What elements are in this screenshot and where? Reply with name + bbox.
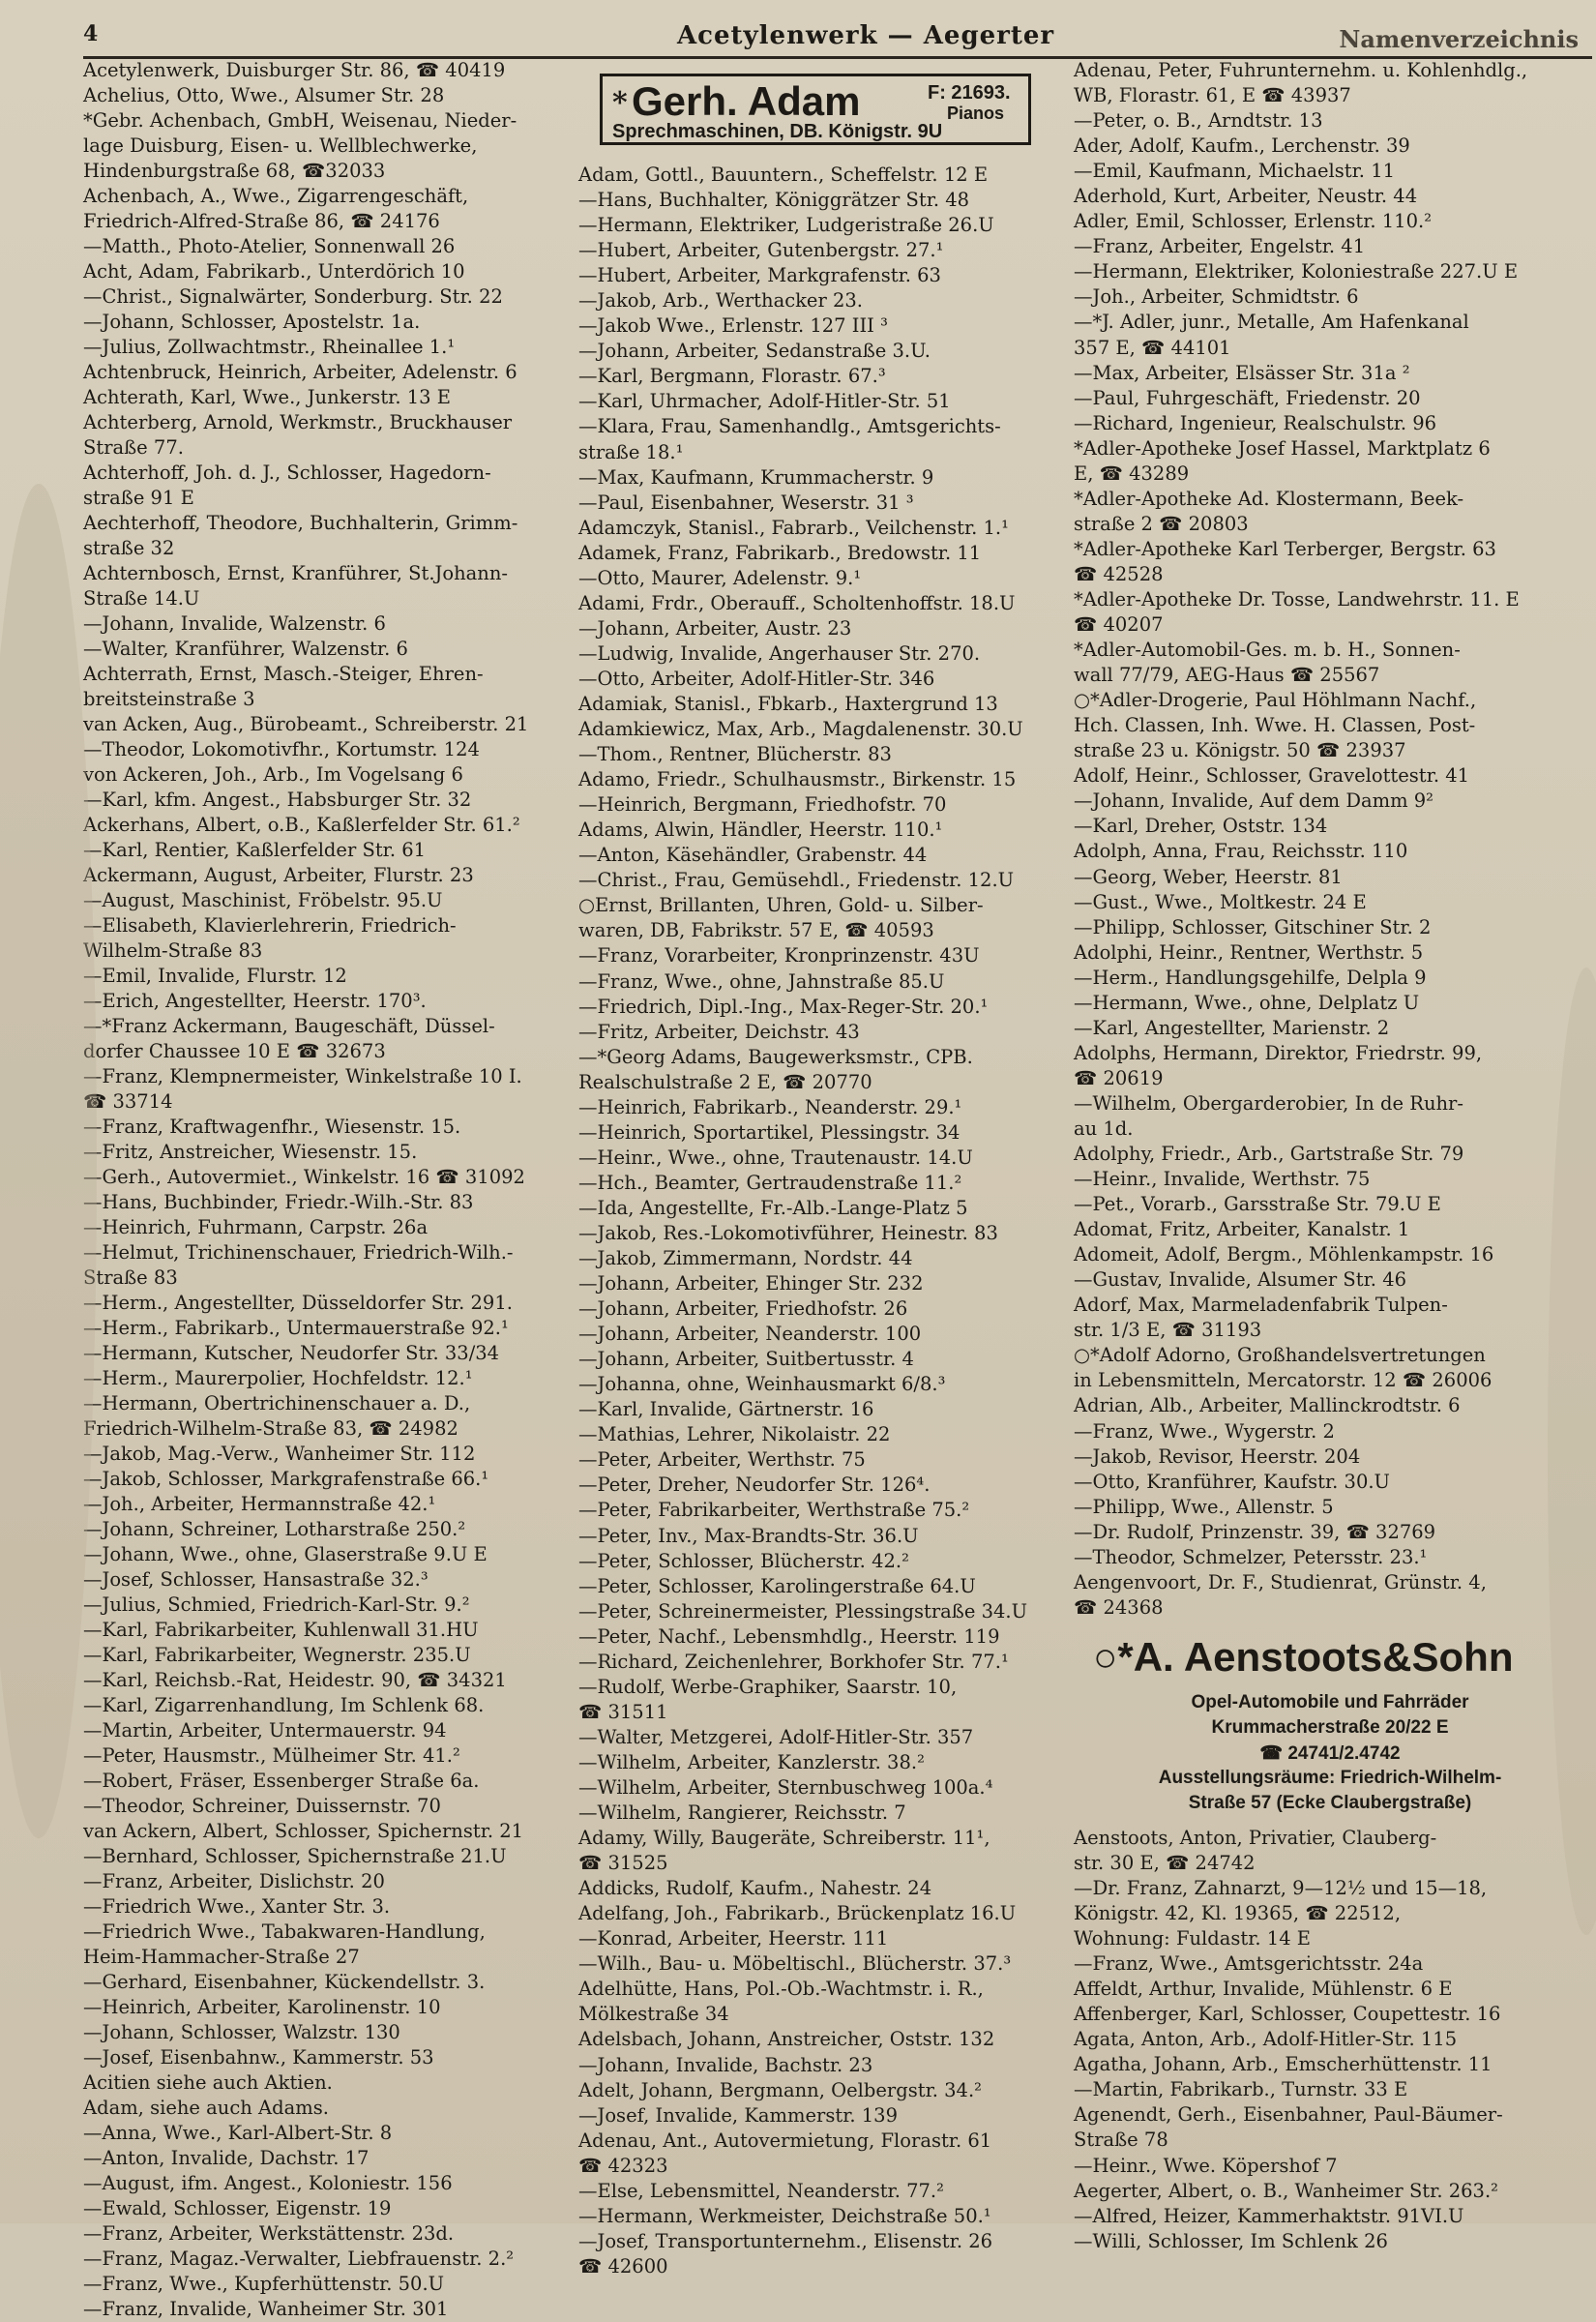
column-2-entry: —Heinr., Wwe., ohne, Trautenaustr. 14.U — [578, 1146, 973, 1169]
column-1-entry: —Gerh., Autovermiet., Winkelstr. 16 ☎ 31092 — [83, 1166, 525, 1188]
column-3-entry: —Richard, Ingenieur, Realschulstr. 96 — [1074, 411, 1437, 434]
column-2-entry: waren, DB, Fabrikstr. 57 E, ☎ 40593 — [578, 919, 934, 942]
column-1-entry: Aechterhoff, Theodore, Buchhalterin, Grimm- — [83, 512, 518, 534]
column-3-entry: Adolphy, Friedr., Arb., Gartstraße Str. 79 — [1074, 1143, 1464, 1166]
column-2-entry: —Hubert, Arbeiter, Markgrafenstr. 63 — [578, 264, 941, 287]
column-3-entry: straße 23 u. Königstr. 50 ☎ 23937 — [1074, 739, 1406, 762]
column-3-entry: —Gustav, Invalide, Alsumer Str. 46 — [1074, 1268, 1407, 1292]
column-2-entry: —Klara, Frau, Samenhandlg., Amtsgerichts- — [578, 415, 1001, 438]
column-2-entry: —Peter, Dreher, Neudorfer Str. 126⁴. — [578, 1474, 931, 1497]
column-2-entry: straße 18.¹ — [578, 440, 684, 463]
column-2-entry: —Hch., Beamter, Gertraudenstraße 11.² — [578, 1171, 962, 1194]
column-3-after-entry: —Willi, Schlosser, Im Schlenk 26 — [1074, 2229, 1388, 2252]
column-3-entry: *Adler-Apotheke Ad. Klostermann, Beek- — [1074, 487, 1464, 510]
column-1-entry: Achternbosch, Ernst, Kranführer, St.Johann- — [83, 562, 508, 584]
advertisement-gerh-adam — [600, 74, 1031, 145]
column-2-entry: —Jakob, Arb., Werthacker 23. — [578, 289, 864, 313]
column-2-entry: Adamiak, Stanisl., Fbkarb., Haxtergrund 13 — [578, 692, 998, 715]
column-3-entry: —Wilhelm, Obergarderobier, In de Ruhr- — [1074, 1091, 1463, 1115]
column-1-entry: —Hermann, Kutscher, Neudorfer Str. 33/34 — [83, 1342, 500, 1364]
column-2-entry: —Ida, Angestellte, Fr.-Alb.-Lange-Platz 5 — [578, 1196, 968, 1219]
column-3-entry: wall 77/79, AEG-Haus ☎ 25567 — [1074, 664, 1380, 687]
column-1-entry: van Acken, Aug., Bürobeamt., Schreiberstr. 21 — [83, 713, 529, 735]
ad-aenstoots-head: ○*A. Aenstoots&Sohn — [1093, 1633, 1514, 1680]
column-2-entry: —Johann, Arbeiter, Friedhofstr. 26 — [578, 1297, 908, 1321]
column-3-after-entry: Agata, Anton, Arb., Adolf-Hitler-Str. 115 — [1074, 2028, 1458, 2051]
column-3-after-entry: —Dr. Franz, Zahnarzt, 9—12½ und 15—18, — [1074, 1877, 1488, 1899]
column-2-entry: ☎ 42323 — [578, 2154, 668, 2177]
column-3-after-entry: Königstr. 42, Kl. 19365, ☎ 22512, — [1074, 1902, 1402, 1925]
column-3-entry: —Hermann, Elektriker, Koloniestraße 227.U E — [1074, 260, 1519, 283]
column-2-entry: —Karl, Uhrmacher, Adolf-Hitler-Str. 51 — [578, 390, 951, 413]
column-2 — [578, 58, 1064, 2277]
column-1-entry: —Martin, Arbeiter, Untermauerstr. 94 — [83, 1719, 447, 1742]
column-3-entry: —Philipp, Schlosser, Gitschiner Str. 2 — [1074, 915, 1432, 938]
column-2-entry: —Wilhelm, Arbeiter, Kanzlerstr. 38.² — [578, 1750, 925, 1773]
entries-column-2 — [578, 163, 1064, 2279]
column-1-entry: —Friedrich Wwe., Tabakwaren-Handlung, — [83, 1920, 486, 1943]
column-3-entry: Adler, Emil, Schlosser, Erlenstr. 110.² — [1074, 210, 1433, 233]
column-3-after-entry: Affenberger, Karl, Schlosser, Coupettestr. 16 — [1074, 2003, 1501, 2026]
ad-aenstoots-line-5: Straße 57 (Ecke Claubergstraße) — [1188, 1792, 1472, 1813]
column-3-entry: ○*Adolf Adorno, Großhandelsvertretungen — [1074, 1344, 1486, 1367]
column-1-entry: Hindenburgstraße 68, ☎32033 — [83, 160, 386, 182]
ad-pianos: Pianos — [947, 104, 1005, 123]
column-1-entry: lage Duisburg, Eisen- u. Wellblechwerke, — [83, 134, 478, 157]
column-1-entry: —Franz, Wwe., Kupferhüttenstr. 50.U — [83, 2273, 445, 2295]
column-3-entry: —Emil, Kaufmann, Michaelstr. 11 — [1074, 160, 1396, 183]
entries-column-1 — [83, 58, 567, 2322]
column-2-entry: —Richard, Zeichenlehrer, Borkhofer Str. 77.¹ — [578, 1650, 1009, 1673]
column-3-entry: Adolphs, Hermann, Direktor, Friedrstr. 99, — [1074, 1041, 1483, 1064]
column-1-entry: —Theodor, Lokomotivfhr., Kortumstr. 124 — [83, 738, 480, 760]
column-3-entry: straße 2 ☎ 20803 — [1074, 512, 1249, 535]
column-1-entry: Ackermann, August, Arbeiter, Flurstr. 23 — [83, 864, 474, 886]
column-3-entry: —Max, Arbeiter, Elsässer Str. 31a ² — [1074, 361, 1410, 384]
column-1-entry: —Hermann, Obertrichinenschauer a. D., — [83, 1392, 471, 1414]
ad-line: Sprechmaschinen, DB. Königstr. 9U — [612, 121, 943, 142]
column-3-entry: str. 1/3 E, ☎ 31193 — [1074, 1319, 1262, 1342]
column-2-entry: —Max, Kaufmann, Krummacherstr. 9 — [578, 465, 934, 489]
column-3-entry: au 1d. — [1074, 1116, 1134, 1140]
column-1-entry: Achterberg, Arnold, Werkmstr., Bruckhauser — [83, 411, 513, 433]
column-2-entry: —Josef, Transportunternehm., Elisenstr. 26 — [578, 2229, 993, 2252]
column-2-entry: —Konrad, Arbeiter, Heerstr. 111 — [578, 1927, 889, 1950]
column-3-entry: *Adler-Apotheke Josef Hassel, Marktplatz 6 — [1074, 436, 1491, 460]
column-1-entry: —Ewald, Schlosser, Eigenstr. 19 — [83, 2197, 392, 2219]
column-1-entry: —Johann, Invalide, Walzenstr. 6 — [83, 612, 386, 635]
column-1-entry: —Franz, Arbeiter, Werkstättenstr. 23d. — [83, 2222, 455, 2245]
column-1-entry: —Karl, Reichsb.-Rat, Heidestr. 90, ☎ 34321 — [83, 1669, 507, 1691]
column-1-entry: breitsteinstraße 3 — [83, 688, 255, 710]
column-3-entry: 357 E, ☎ 44101 — [1074, 336, 1231, 359]
column-3-entry: —Hermann, Wwe., ohne, Delplatz U — [1074, 991, 1420, 1014]
column-1-entry: —Anna, Wwe., Karl-Albert-Str. 8 — [83, 2122, 393, 2144]
column-2-entry: Adamek, Franz, Fabrikarb., Bredowstr. 11 — [578, 541, 982, 564]
column-3-entry: —Johann, Invalide, Auf dem Damm 9² — [1074, 789, 1433, 813]
column-3-entry: —Georg, Weber, Heerstr. 81 — [1074, 865, 1343, 888]
column-3-entry: —Heinr., Invalide, Werthstr. 75 — [1074, 1168, 1371, 1191]
column-2-entry: —Johann, Arbeiter, Sedanstraße 3.U. — [578, 340, 931, 363]
page-number: 4 — [83, 21, 99, 46]
column-2-entry: —Else, Lebensmittel, Neanderstr. 77.² — [578, 2179, 944, 2202]
entries-column-3 — [1074, 58, 1586, 1621]
column-1-entry: —Anton, Invalide, Dachstr. 17 — [83, 2147, 369, 2169]
column-1-entry: —*Franz Ackermann, Baugeschäft, Düssel- — [83, 1015, 495, 1037]
column-1-entry: Achterath, Karl, Wwe., Junkerstr. 13 E — [83, 386, 451, 408]
column-3-entry: Adolph, Anna, Frau, Reichsstr. 110 — [1074, 840, 1408, 863]
column-1-entry: —Emil, Invalide, Flurstr. 12 — [83, 965, 347, 987]
column-2-entry: —Hans, Buchhalter, Königgrätzer Str. 48 — [578, 189, 970, 212]
column-3-entry: —Jakob, Revisor, Heerstr. 204 — [1074, 1444, 1361, 1468]
column-3-after-entry: Affeldt, Arthur, Invalide, Mühlenstr. 6 E — [1074, 1978, 1453, 2001]
column-1-entry: —Fritz, Anstreicher, Wiesenstr. 15. — [83, 1141, 418, 1163]
column-2-entry: Adams, Alwin, Händler, Heerstr. 110.¹ — [578, 819, 943, 842]
column-1-entry: —Franz, Kraftwagenfhr., Wiesenstr. 15. — [83, 1116, 461, 1138]
column-3-entry: WB, Florastr. 61, E ☎ 43937 — [1074, 84, 1351, 107]
column-1-entry: —Johann, Schreiner, Lotharstraße 250.² — [83, 1518, 466, 1540]
column-1-entry: —Julius, Schmied, Friedrich-Karl-Str. 9.² — [83, 1593, 470, 1616]
column-2-entry: —Heinrich, Fabrikarb., Neanderstr. 29.¹ — [578, 1095, 962, 1118]
column-3-entry: Aderhold, Kurt, Arbeiter, Neustr. 44 — [1074, 185, 1418, 208]
column-3-entry: —Joh., Arbeiter, Schmidtstr. 6 — [1074, 285, 1359, 309]
column-3-after-entry: Aegerter, Albert, o. B., Wanheimer Str. 263.² — [1074, 2179, 1498, 2202]
column-3-entry: —Otto, Kranführer, Kaufstr. 30.U — [1074, 1470, 1390, 1493]
column-2-entry: —Hubert, Arbeiter, Gutenbergstr. 27.¹ — [578, 239, 944, 262]
column-2-entry: —Peter, Inv., Max-Brandts-Str. 36.U — [578, 1524, 919, 1547]
column-2-entry: —Peter, Schlosser, Karolingerstraße 64.U — [578, 1574, 976, 1597]
column-2-entry: —Peter, Nachf., Lebensmhdlg., Heerstr. 119 — [578, 1624, 1000, 1648]
column-3-entry: ☎ 40207 — [1074, 613, 1164, 637]
column-2-entry: —Thom., Rentner, Blücherstr. 83 — [578, 743, 892, 766]
column-1-entry: —Bernhard, Schlosser, Spichernstraße 21.U — [83, 1845, 507, 1867]
column-3-entry: ☎ 42528 — [1074, 562, 1164, 585]
section-label: Namenverzeichnis — [1339, 25, 1579, 53]
column-1-entry: —Peter, Hausmstr., Mülheimer Str. 41.² — [83, 1744, 460, 1767]
column-1-entry: —August, ifm. Angest., Koloniestr. 156 — [83, 2172, 453, 2194]
column-3-entry: Adomeit, Adolf, Bergm., Möhlenkampstr. 16 — [1074, 1243, 1494, 1266]
column-3-entry: —Pet., Vorarb., Garsstraße Str. 79.U E — [1074, 1193, 1441, 1216]
column-1-entry: Ackerhans, Albert, o.B., Kaßlerfelder Str. 61.² — [83, 814, 520, 836]
column-2-entry: —Johann, Arbeiter, Austr. 23 — [578, 616, 852, 640]
column-3-entry: Adomat, Fritz, Arbeiter, Kanalstr. 1 — [1074, 1218, 1410, 1241]
column-1-entry: —Helmut, Trichinenschauer, Friedrich-Wilh.- — [83, 1241, 514, 1264]
column-2-entry: Realschulstraße 2 E, ☎ 20770 — [578, 1070, 872, 1093]
column-2-entry: —Jakob, Zimmermann, Nordstr. 44 — [578, 1247, 913, 1270]
column-1-entry: Friedrich-Alfred-Straße 86, ☎ 24176 — [83, 210, 440, 232]
column-1-entry: —Johann, Schlosser, Apostelstr. 1a. — [83, 311, 421, 333]
column-1 — [83, 58, 567, 2320]
column-2-entry: Addicks, Rudolf, Kaufm., Nahestr. 24 — [578, 1877, 932, 1900]
column-1-entry: —Franz, Invalide, Wanheimer Str. 301 — [83, 2298, 449, 2320]
column-1-entry: —Heinrich, Arbeiter, Karolinenstr. 10 — [83, 1996, 441, 2018]
column-2-entry: —Johann, Arbeiter, Suitbertusstr. 4 — [578, 1348, 914, 1371]
column-3-entry: ☎ 20619 — [1074, 1066, 1164, 1089]
ad-phone: F: 21693. — [928, 82, 1011, 104]
column-1-entry: ☎ 33714 — [83, 1090, 173, 1113]
column-2-entry: —Hermann, Elektriker, Ludgeristraße 26.U — [578, 214, 994, 237]
column-2-entry: —Karl, Invalide, Gärtnerstr. 16 — [578, 1398, 874, 1421]
column-1-entry: —Jakob, Mag.-Verw., Wanheimer Str. 112 — [83, 1443, 476, 1465]
column-2-entry: Adamy, Willy, Baugeräte, Schreiberstr. 11¹, — [578, 1827, 990, 1850]
entries-column-3-after-ad — [1074, 1826, 1586, 2254]
ad-aenstoots-line-4: Ausstellungsräume: Friedrich-Wilhelm- — [1158, 1767, 1502, 1788]
ad-aenstoots-line-2: Krummacherstraße 20/22 E — [1211, 1716, 1449, 1738]
column-2-entry: —Peter, Schlosser, Blücherstr. 42.² — [578, 1549, 909, 1572]
column-2-entry: —Friedrich, Dipl.-Ing., Max-Reger-Str. 20.¹ — [578, 995, 989, 1018]
column-2-entry: —Hermann, Werkmeister, Deichstraße 50.¹ — [578, 2204, 991, 2227]
column-1-entry: Adam, siehe auch Adams. — [83, 2097, 329, 2119]
column-3-after-entry: —Franz, Wwe., Amtsgerichtsstr. 24a — [1074, 1952, 1424, 1976]
column-1-entry: —Josef, Eisenbahnw., Kammerstr. 53 — [83, 2046, 434, 2069]
column-3-entry: in Lebensmitteln, Mercatorstr. 12 ☎ 26006 — [1074, 1369, 1493, 1392]
column-2-entry: —Mathias, Lehrer, Nikolaistr. 22 — [578, 1423, 891, 1446]
column-1-entry: —Josef, Schlosser, Hansastraße 32.³ — [83, 1568, 429, 1591]
column-1-entry: —Karl, Fabrikarbeiter, Kuhlenwall 31.HU — [83, 1619, 479, 1641]
column-3-entry: —Franz, Arbeiter, Engelstr. 41 — [1074, 235, 1366, 258]
column-2-entry: ☎ 31525 — [578, 1852, 668, 1875]
column-3-entry: Adolphi, Heinr., Rentner, Werthstr. 5 — [1074, 940, 1424, 964]
column-2-entry: —Peter, Fabrikarbeiter, Werthstraße 75.² — [578, 1499, 970, 1522]
column-3-entry: *Adler-Apotheke Karl Terberger, Bergstr. 63 — [1074, 537, 1496, 560]
ad-aenstoots-line-3: ☎ 24741/2.4742 — [1259, 1742, 1401, 1764]
column-1-entry: —Theodor, Schreiner, Duissernstr. 70 — [83, 1795, 441, 1817]
column-1-entry: Wilhelm-Straße 83 — [83, 939, 263, 962]
column-2-entry: ○Ernst, Brillanten, Uhren, Gold- u. Silber- — [578, 894, 984, 917]
column-3-after-entry: str. 30 E, ☎ 24742 — [1074, 1851, 1256, 1874]
column-3-entry: Aengenvoort, Dr. F., Studienrat, Grünstr. 4, — [1074, 1570, 1487, 1593]
column-1-entry: —Johann, Schlosser, Walzstr. 130 — [83, 2021, 400, 2043]
column-1-entry: Straße 77. — [83, 436, 184, 459]
column-1-entry: —Franz, Arbeiter, Dislichstr. 20 — [83, 1870, 385, 1892]
column-3-entry: —Peter, o. B., Arndtstr. 13 — [1074, 109, 1323, 133]
column-3-entry: Ader, Adolf, Kaufm., Lerchenstr. 39 — [1074, 134, 1410, 158]
column-3-entry: —Theodor, Schmelzer, Petersstr. 23.¹ — [1074, 1545, 1428, 1568]
column-2-entry: Adam, Gottl., Bauuntern., Scheffelstr. 12 E — [578, 164, 989, 186]
column-1-entry: Achenbach, A., Wwe., Zigarrengeschäft, — [83, 185, 469, 207]
column-2-entry: —Karl, Bergmann, Florastr. 67.³ — [578, 365, 886, 388]
column-3-entry: Adorf, Max, Marmeladenfabrik Tulpen- — [1074, 1294, 1448, 1317]
column-1-entry: van Ackern, Albert, Schlosser, Spichernstr. 21 — [83, 1820, 524, 1842]
column-3-entry: —Herm., Handlungsgehilfe, Delpla 9 — [1074, 966, 1427, 989]
column-3-after-entry: Agatha, Johann, Arb., Emscherhüttenstr. 11 — [1074, 2053, 1493, 2076]
column-1-entry: —Walter, Kranführer, Walzenstr. 6 — [83, 638, 408, 660]
column-1-entry: —Karl, Zigarrenhandlung, Im Schlenk 68. — [83, 1694, 485, 1716]
column-3-after-entry: Wohnung: Fuldastr. 14 E — [1074, 1927, 1312, 1950]
column-1-entry: —Herm., Angestellter, Düsseldorfer Str. 291. — [83, 1292, 513, 1314]
column-2-entry: —Wilhelm, Arbeiter, Sternbuschweg 100a.⁴ — [578, 1776, 993, 1799]
column-2-entry: —Otto, Maurer, Adelenstr. 9.¹ — [578, 566, 862, 589]
column-2-entry: —Johann, Arbeiter, Ehinger Str. 232 — [578, 1272, 924, 1295]
column-1-entry: *Gebr. Achenbach, GmbH, Weisenau, Nieder- — [83, 109, 517, 132]
column-2-entry: Mölkestraße 34 — [578, 2003, 729, 2026]
column-1-entry: —Heinrich, Fuhrmann, Carpstr. 26a — [83, 1216, 429, 1238]
column-1-entry: Friedrich-Wilhelm-Straße 83, ☎ 24982 — [83, 1417, 458, 1440]
column-3-entry: E, ☎ 43289 — [1074, 461, 1190, 485]
column-2-entry: —Rudolf, Werbe-Graphiker, Saarstr. 10, — [578, 1675, 958, 1698]
column-1-entry: Acetylenwerk, Duisburger Str. 86, ☎ 40419 — [83, 59, 506, 81]
column-2-entry: ☎ 31511 — [578, 1700, 668, 1723]
column-3-entry: *Adler-Apotheke Dr. Tosse, Landwehrstr. 11. E — [1074, 587, 1520, 610]
column-1-entry: Achtenbruck, Heinrich, Arbeiter, Adelenstr. 6 — [83, 361, 517, 383]
column-1-entry: Heim-Hammacher-Straße 27 — [83, 1946, 360, 1968]
column-3-entry: *Adler-Automobil-Ges. m. b. H., Sonnen- — [1074, 639, 1461, 662]
column-2-entry: —Ludwig, Invalide, Angerhauser Str. 270. — [578, 641, 981, 665]
column-2-entry: —Christ., Frau, Gemüsehdl., Friedenstr. 12.U — [578, 869, 1015, 892]
column-2-entry: —Anton, Käsehändler, Grabenstr. 44 — [578, 844, 928, 867]
column-3-entry: —Paul, Fuhrgeschäft, Friedenstr. 20 — [1074, 386, 1421, 409]
column-1-entry: von Ackeren, Joh., Arb., Im Vogelsang 6 — [83, 763, 463, 786]
column-3-entry: —Philipp, Wwe., Allenstr. 5 — [1074, 1495, 1334, 1518]
column-3-entry: —Karl, Angestellter, Marienstr. 2 — [1074, 1016, 1390, 1039]
column-2-entry: —Franz, Wwe., ohne, Jahnstraße 85.U — [578, 969, 945, 993]
column-2-entry: —Wilh., Bau- u. Möbeltischl., Blücherstr. 37.³ — [578, 1952, 1012, 1976]
column-2-entry: —Josef, Invalide, Kammerstr. 139 — [578, 2103, 898, 2127]
column-2-entry: —Walter, Metzgerei, Adolf-Hitler-Str. 357 — [578, 1725, 974, 1748]
ad-aenstoots-line-1: Opel-Automobile und Fahrräder — [1191, 1691, 1469, 1712]
column-2-entry: Adelfang, Joh., Fabrikarb., Brückenplatz 16.U — [578, 1902, 1017, 1925]
ad-name: Gerh. Adam — [632, 78, 861, 124]
column-1-entry: —Erich, Angestellter, Heerstr. 170³. — [83, 990, 427, 1012]
column-2-entry: —Otto, Arbeiter, Adolf-Hitler-Str. 346 — [578, 667, 935, 690]
column-2-entry: Adenau, Ant., Autovermietung, Florastr. 61 — [578, 2128, 992, 2152]
column-2-entry: —Heinrich, Bergmann, Friedhofstr. 70 — [578, 793, 947, 817]
column-3-entry: ☎ 24368 — [1074, 1595, 1164, 1619]
column-3-entry: Hch. Classen, Inh. Wwe. H. Classen, Post- — [1074, 714, 1476, 737]
advertisement-aenstoots — [1074, 1634, 1586, 1818]
column-2-entry: —Wilhelm, Rangierer, Reichsstr. 7 — [578, 1801, 906, 1825]
column-3-after-entry: —Martin, Fabrikarb., Turnstr. 33 E — [1074, 2078, 1408, 2101]
column-3-entry: Adrian, Alb., Arbeiter, Mallinckrodtstr. 6 — [1074, 1394, 1461, 1417]
column-1-entry: —Jakob, Schlosser, Markgrafenstraße 66.¹ — [83, 1468, 489, 1490]
column-2-entry: Adamkiewicz, Max, Arb., Magdalenenstr. 30.U — [578, 718, 1023, 741]
column-1-entry: —Friedrich Wwe., Xanter Str. 3. — [83, 1895, 391, 1918]
page-title: Acetylenwerk — Aegerter — [677, 21, 1055, 50]
column-1-entry: Achterrath, Ernst, Masch.-Steiger, Ehren- — [83, 663, 484, 685]
column-2-entry: —Fritz, Arbeiter, Deichstr. 43 — [578, 1020, 860, 1043]
column-1-entry: —Hans, Buchbinder, Friedr.-Wilh.-Str. 83 — [83, 1191, 474, 1213]
column-1-entry: —Robert, Fräser, Essenberger Straße 6a. — [83, 1770, 480, 1792]
column-1-entry: straße 32 — [83, 537, 175, 559]
column-1-entry: —Herm., Maurerpolier, Hochfeldstr. 12.¹ — [83, 1367, 473, 1389]
column-2-entry: —Peter, Schreinermeister, Plessingstraße 34.U — [578, 1599, 1028, 1622]
column-2-entry: ☎ 42600 — [578, 2254, 668, 2277]
column-1-entry: —Franz, Magaz.-Verwalter, Liebfrauenstr. 2.² — [83, 2248, 515, 2270]
column-1-entry: straße 91 E — [83, 487, 194, 509]
column-2-entry: Adamczyk, Stanisl., Fabrarb., Veilchenstr. 1.¹ — [578, 516, 1009, 539]
column-1-entry: —Karl, kfm. Angest., Habsburger Str. 32 — [83, 789, 472, 811]
column-1-entry: Straße 83 — [83, 1266, 178, 1289]
column-3-entry: ○*Adler-Drogerie, Paul Höhlmann Nachf., — [1074, 689, 1477, 712]
column-2-entry: Adelhütte, Hans, Pol.-Ob.-Wachtmstr. i. R., — [578, 1978, 984, 2001]
column-2-entry: —Heinrich, Sportartikel, Plessingstr. 34 — [578, 1120, 961, 1144]
column-2-entry: —Johanna, ohne, Weinhausmarkt 6/8.³ — [578, 1373, 946, 1396]
column-3-after-entry: Agenendt, Gerh., Eisenbahner, Paul-Bäumer- — [1074, 2103, 1503, 2127]
column-3-after-entry: —Alfred, Heizer, Kammerhaktstr. 91VI.U — [1074, 2204, 1464, 2227]
column-2-entry: —Jakob Wwe., Erlenstr. 127 III ³ — [578, 314, 888, 338]
column-2-entry: Adelt, Johann, Bergmann, Oelbergstr. 34.² — [578, 2078, 982, 2101]
column-1-entry: —Johann, Wwe., ohne, Glaserstraße 9.U E — [83, 1543, 488, 1565]
column-1-entry: —Julius, Zollwachtmstr., Rheinallee 1.¹ — [83, 336, 456, 358]
column-1-entry: Achterhoff, Joh. d. J., Schlosser, Hagedorn- — [83, 461, 491, 484]
column-1-entry: dorfer Chaussee 10 E ☎ 32673 — [83, 1040, 386, 1062]
column-2-entry: Adami, Frdr., Oberauff., Scholtenhoffstr. 18.U — [578, 591, 1016, 614]
column-3-entry: —Karl, Dreher, Oststr. 134 — [1074, 815, 1328, 838]
column-1-entry: —Elisabeth, Klavierlehrerin, Friedrich- — [83, 914, 457, 937]
column-2-entry: —Franz, Vorarbeiter, Kronprinzenstr. 43U — [578, 944, 980, 968]
column-1-entry: Achelius, Otto, Wwe., Alsumer Str. 28 — [83, 84, 445, 106]
column-3-entry: —Franz, Wwe., Wygerstr. 2 — [1074, 1419, 1335, 1443]
column-3-entry: Adolf, Heinr., Schlosser, Gravelottestr. 41 — [1074, 764, 1470, 788]
column-2-entry: —Jakob, Res.-Lokomotivführer, Heinestr. 83 — [578, 1221, 998, 1244]
column-1-entry: —Franz, Klempnermeister, Winkelstraße 10 I. — [83, 1065, 522, 1087]
column-1-entry: —Karl, Rentier, Kaßlerfelder Str. 61 — [83, 839, 427, 861]
column-1-entry: —Gerhard, Eisenbahner, Kückendellstr. 3. — [83, 1971, 486, 1993]
column-1-entry: Acht, Adam, Fabrikarb., Unterdörich 10 — [83, 260, 465, 283]
column-3 — [1074, 58, 1586, 2252]
column-2-entry: —Johann, Arbeiter, Neanderstr. 100 — [578, 1323, 922, 1346]
column-3-entry: —Gust., Wwe., Moltkestr. 24 E — [1074, 890, 1367, 913]
column-2-entry: Adelsbach, Johann, Anstreicher, Oststr. 132 — [578, 2028, 995, 2051]
column-1-entry: —Joh., Arbeiter, Hermannstraße 42.¹ — [83, 1493, 436, 1515]
column-2-entry: —*Georg Adams, Baugewerksmstr., CPB. — [578, 1045, 973, 1068]
column-3-entry: —*J. Adler, junr., Metalle, Am Hafenkanal — [1074, 311, 1469, 334]
column-1-entry: Straße 14.U — [83, 587, 200, 610]
column-1-entry: —Christ., Signalwärter, Sonderburg. Str. 22 — [83, 285, 503, 308]
column-1-entry: —August, Maschinist, Fröbelstr. 95.U — [83, 889, 443, 911]
column-2-entry: —Paul, Eisenbahner, Weserstr. 31 ³ — [578, 491, 914, 514]
column-1-entry: Acitien siehe auch Aktien. — [83, 2071, 333, 2094]
column-3-entry: —Dr. Rudolf, Prinzenstr. 39, ☎ 32769 — [1074, 1520, 1436, 1543]
column-3-after-entry: Straße 78 — [1074, 2128, 1168, 2152]
column-3-after-entry: Aenstoots, Anton, Privatier, Clauberg- — [1074, 1826, 1437, 1849]
column-2-entry: Adamo, Friedr., Schulhausmstr., Birkenstr. 15 — [578, 768, 1017, 791]
column-2-entry: —Johann, Invalide, Bachstr. 23 — [578, 2053, 873, 2076]
column-3-entry: Adenau, Peter, Fuhrunternehm. u. Kohlenhdlg., — [1074, 59, 1528, 81]
column-1-entry: —Matth., Photo-Atelier, Sonnenwall 26 — [83, 235, 456, 257]
column-1-entry: —Herm., Fabrikarb., Untermauerstraße 92.¹ — [83, 1317, 509, 1339]
column-1-entry: —Karl, Fabrikarbeiter, Wegnerstr. 235.U — [83, 1644, 471, 1666]
column-2-entry: —Peter, Arbeiter, Werthstr. 75 — [578, 1448, 866, 1472]
column-3-after-entry: —Heinr., Wwe. Köpershof 7 — [1074, 2154, 1338, 2177]
ad-star: * — [612, 86, 628, 120]
